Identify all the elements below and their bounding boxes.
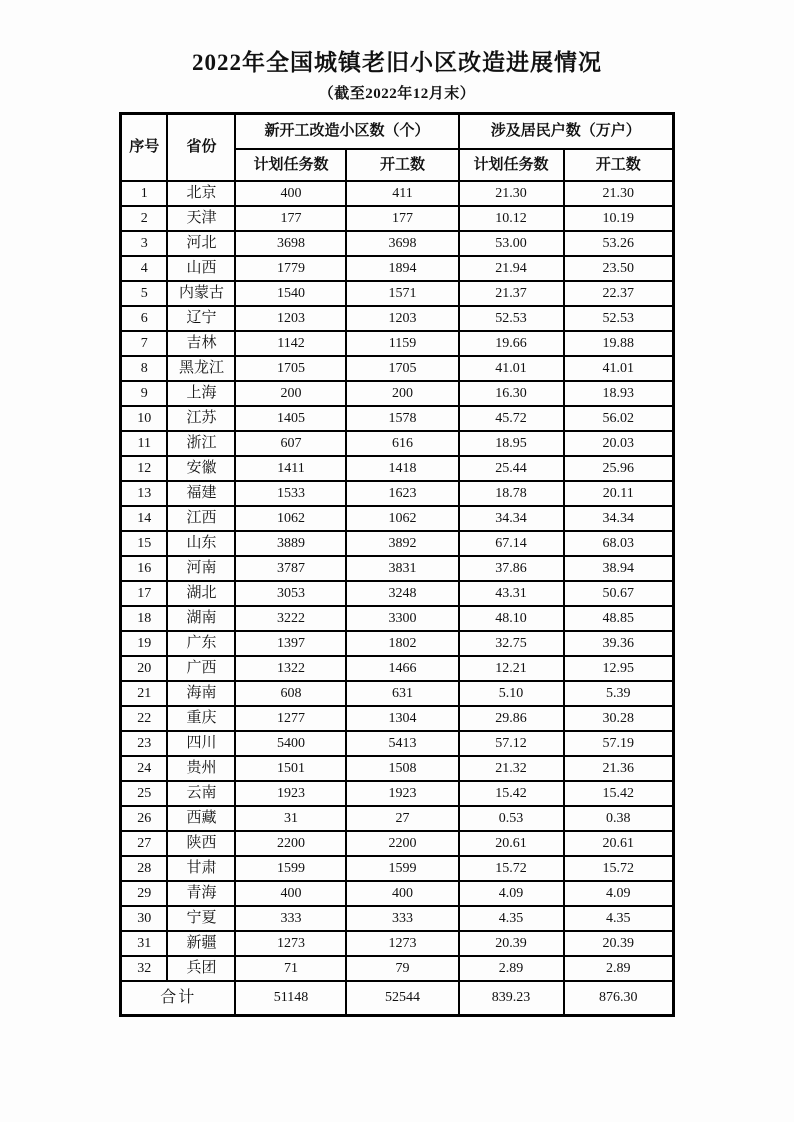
table-row (120, 631, 673, 656)
cell-started-communities: 1705 (346, 356, 458, 381)
cell-serial: 28 (120, 856, 167, 881)
cell-started-households: 4.09 (564, 881, 674, 906)
cell-started-households: 12.95 (564, 656, 674, 681)
cell-planned-communities: 1705 (235, 356, 346, 381)
header-households-group: 涉及居民户数（万户） (459, 114, 674, 150)
total-label: 合计 (120, 981, 235, 1015)
cell-province: 陕西 (167, 831, 235, 856)
cell-province: 甘肃 (167, 856, 235, 881)
cell-serial: 23 (120, 731, 167, 756)
cell-planned-communities: 1062 (235, 506, 346, 531)
table-row (120, 331, 673, 356)
cell-planned-communities: 1599 (235, 856, 346, 881)
cell-province: 上海 (167, 381, 235, 406)
cell-started-communities: 200 (346, 381, 458, 406)
cell-started-communities: 1599 (346, 856, 458, 881)
cell-serial: 18 (120, 606, 167, 631)
cell-started-households: 23.50 (564, 256, 674, 281)
cell-planned-households: 32.75 (459, 631, 564, 656)
cell-serial: 24 (120, 756, 167, 781)
table-row (120, 856, 673, 881)
table-header (120, 114, 673, 182)
cell-province: 四川 (167, 731, 235, 756)
cell-started-households: 0.38 (564, 806, 674, 831)
cell-started-communities: 1508 (346, 756, 458, 781)
cell-started-communities: 3892 (346, 531, 458, 556)
cell-serial: 2 (120, 206, 167, 231)
table-row (120, 531, 673, 556)
table-row (120, 606, 673, 631)
table-row (120, 781, 673, 806)
cell-serial: 4 (120, 256, 167, 281)
table-row (120, 281, 673, 306)
table-row (120, 906, 673, 931)
cell-province: 福建 (167, 481, 235, 506)
header-province: 省份 (167, 114, 235, 182)
cell-started-households: 20.61 (564, 831, 674, 856)
cell-started-communities: 3300 (346, 606, 458, 631)
cell-planned-communities: 333 (235, 906, 346, 931)
cell-planned-households: 16.30 (459, 381, 564, 406)
table-row (120, 881, 673, 906)
cell-started-communities: 2200 (346, 831, 458, 856)
cell-planned-households: 41.01 (459, 356, 564, 381)
cell-planned-communities: 5400 (235, 731, 346, 756)
cell-serial: 19 (120, 631, 167, 656)
cell-started-communities: 1623 (346, 481, 458, 506)
cell-started-communities: 1894 (346, 256, 458, 281)
cell-planned-communities: 400 (235, 881, 346, 906)
table-row (120, 356, 673, 381)
table-row (120, 181, 673, 206)
cell-province: 天津 (167, 206, 235, 231)
cell-planned-households: 21.94 (459, 256, 564, 281)
cell-started-communities: 1923 (346, 781, 458, 806)
cell-started-communities: 1159 (346, 331, 458, 356)
cell-started-households: 50.67 (564, 581, 674, 606)
cell-started-households: 38.94 (564, 556, 674, 581)
cell-started-households: 53.26 (564, 231, 674, 256)
header-planned-households: 计划任务数 (459, 149, 564, 181)
table-row (120, 581, 673, 606)
cell-serial: 26 (120, 806, 167, 831)
cell-province: 黑龙江 (167, 356, 235, 381)
table-row (120, 931, 673, 956)
table-row (120, 306, 673, 331)
cell-started-communities: 1466 (346, 656, 458, 681)
cell-serial: 8 (120, 356, 167, 381)
header-communities-group: 新开工改造小区数（个） (235, 114, 458, 150)
cell-planned-households: 15.72 (459, 856, 564, 881)
cell-province: 贵州 (167, 756, 235, 781)
cell-started-communities: 1304 (346, 706, 458, 731)
cell-serial: 7 (120, 331, 167, 356)
cell-started-communities: 1203 (346, 306, 458, 331)
cell-started-households: 20.11 (564, 481, 674, 506)
cell-serial: 3 (120, 231, 167, 256)
cell-province: 山西 (167, 256, 235, 281)
cell-serial: 22 (120, 706, 167, 731)
cell-started-communities: 3248 (346, 581, 458, 606)
cell-planned-communities: 1923 (235, 781, 346, 806)
cell-serial: 29 (120, 881, 167, 906)
table-row (120, 431, 673, 456)
cell-planned-communities: 1540 (235, 281, 346, 306)
page-title: 2022年全国城镇老旧小区改造进展情况 (192, 50, 602, 75)
cell-planned-communities: 177 (235, 206, 346, 231)
cell-planned-households: 18.95 (459, 431, 564, 456)
cell-province: 广西 (167, 656, 235, 681)
cell-planned-households: 45.72 (459, 406, 564, 431)
cell-started-households: 56.02 (564, 406, 674, 431)
cell-planned-communities: 3889 (235, 531, 346, 556)
cell-province: 海南 (167, 681, 235, 706)
cell-province: 青海 (167, 881, 235, 906)
table-row (120, 256, 673, 281)
total-started-communities: 52544 (346, 981, 458, 1015)
table-body (120, 181, 673, 981)
cell-province: 河北 (167, 231, 235, 256)
cell-started-communities: 400 (346, 881, 458, 906)
cell-planned-households: 15.42 (459, 781, 564, 806)
cell-planned-households: 19.66 (459, 331, 564, 356)
cell-serial: 13 (120, 481, 167, 506)
cell-planned-communities: 31 (235, 806, 346, 831)
cell-province: 辽宁 (167, 306, 235, 331)
renovation-progress-table (119, 112, 675, 1017)
cell-province: 西藏 (167, 806, 235, 831)
cell-started-households: 19.88 (564, 331, 674, 356)
cell-started-households: 20.03 (564, 431, 674, 456)
cell-started-households: 68.03 (564, 531, 674, 556)
cell-province: 云南 (167, 781, 235, 806)
cell-planned-households: 4.09 (459, 881, 564, 906)
cell-planned-communities: 1405 (235, 406, 346, 431)
header-group-row (120, 114, 673, 150)
cell-planned-households: 21.30 (459, 181, 564, 206)
cell-planned-households: 57.12 (459, 731, 564, 756)
cell-started-communities: 333 (346, 906, 458, 931)
cell-province: 安徽 (167, 456, 235, 481)
cell-province: 重庆 (167, 706, 235, 731)
cell-planned-communities: 1779 (235, 256, 346, 281)
cell-province: 吉林 (167, 331, 235, 356)
cell-started-households: 52.53 (564, 306, 674, 331)
cell-started-communities: 79 (346, 956, 458, 981)
cell-started-communities: 27 (346, 806, 458, 831)
cell-serial: 15 (120, 531, 167, 556)
cell-planned-communities: 1273 (235, 931, 346, 956)
cell-planned-households: 52.53 (459, 306, 564, 331)
cell-serial: 5 (120, 281, 167, 306)
table-row (120, 706, 673, 731)
cell-serial: 10 (120, 406, 167, 431)
cell-serial: 9 (120, 381, 167, 406)
cell-started-households: 10.19 (564, 206, 674, 231)
table-row (120, 956, 673, 981)
cell-serial: 14 (120, 506, 167, 531)
cell-started-households: 30.28 (564, 706, 674, 731)
table-row (120, 681, 673, 706)
cell-province: 浙江 (167, 431, 235, 456)
cell-serial: 16 (120, 556, 167, 581)
cell-planned-households: 25.44 (459, 456, 564, 481)
header-started-households: 开工数 (564, 149, 674, 181)
cell-serial: 6 (120, 306, 167, 331)
table-row (120, 406, 673, 431)
cell-planned-households: 37.86 (459, 556, 564, 581)
header-started-communities: 开工数 (346, 149, 458, 181)
cell-started-households: 57.19 (564, 731, 674, 756)
cell-started-communities: 616 (346, 431, 458, 456)
cell-planned-communities: 3222 (235, 606, 346, 631)
cell-started-households: 5.39 (564, 681, 674, 706)
cell-planned-households: 48.10 (459, 606, 564, 631)
cell-serial: 12 (120, 456, 167, 481)
cell-planned-communities: 1277 (235, 706, 346, 731)
total-planned-households: 839.23 (459, 981, 564, 1015)
cell-planned-communities: 1397 (235, 631, 346, 656)
cell-started-households: 20.39 (564, 931, 674, 956)
cell-started-communities: 631 (346, 681, 458, 706)
cell-planned-communities: 1203 (235, 306, 346, 331)
cell-planned-households: 29.86 (459, 706, 564, 731)
cell-started-households: 21.30 (564, 181, 674, 206)
cell-serial: 27 (120, 831, 167, 856)
cell-province: 江西 (167, 506, 235, 531)
cell-planned-communities: 1411 (235, 456, 346, 481)
cell-planned-communities: 2200 (235, 831, 346, 856)
cell-serial: 31 (120, 931, 167, 956)
cell-started-households: 25.96 (564, 456, 674, 481)
cell-started-households: 4.35 (564, 906, 674, 931)
table-row (120, 381, 673, 406)
table-row (120, 481, 673, 506)
cell-started-communities: 1062 (346, 506, 458, 531)
table-row (120, 456, 673, 481)
table-row (120, 831, 673, 856)
cell-serial: 25 (120, 781, 167, 806)
cell-planned-communities: 3698 (235, 231, 346, 256)
cell-planned-households: 0.53 (459, 806, 564, 831)
cell-started-communities: 1571 (346, 281, 458, 306)
cell-province: 内蒙古 (167, 281, 235, 306)
cell-started-households: 15.72 (564, 856, 674, 881)
cell-planned-households: 20.61 (459, 831, 564, 856)
cell-planned-households: 18.78 (459, 481, 564, 506)
cell-started-households: 18.93 (564, 381, 674, 406)
cell-serial: 1 (120, 181, 167, 206)
cell-planned-communities: 400 (235, 181, 346, 206)
cell-serial: 17 (120, 581, 167, 606)
cell-planned-households: 12.21 (459, 656, 564, 681)
cell-planned-communities: 608 (235, 681, 346, 706)
header-planned-communities: 计划任务数 (235, 149, 346, 181)
cell-started-communities: 177 (346, 206, 458, 231)
cell-started-communities: 5413 (346, 731, 458, 756)
cell-planned-households: 34.34 (459, 506, 564, 531)
cell-started-communities: 411 (346, 181, 458, 206)
cell-planned-communities: 3053 (235, 581, 346, 606)
cell-planned-households: 4.35 (459, 906, 564, 931)
total-row (120, 981, 673, 1015)
cell-province: 江苏 (167, 406, 235, 431)
cell-started-households: 39.36 (564, 631, 674, 656)
cell-province: 兵团 (167, 956, 235, 981)
table-row (120, 656, 673, 681)
cell-planned-communities: 1322 (235, 656, 346, 681)
table-row (120, 206, 673, 231)
cell-planned-households: 10.12 (459, 206, 564, 231)
table-row (120, 231, 673, 256)
cell-province: 河南 (167, 556, 235, 581)
table-footer (120, 981, 673, 1015)
table-row (120, 556, 673, 581)
page-subtitle: （截至2022年12月末） (318, 86, 476, 102)
table-row (120, 806, 673, 831)
header-serial: 序号 (120, 114, 167, 182)
cell-planned-communities: 607 (235, 431, 346, 456)
cell-planned-communities: 1142 (235, 331, 346, 356)
cell-planned-households: 5.10 (459, 681, 564, 706)
cell-started-communities: 1802 (346, 631, 458, 656)
cell-planned-communities: 200 (235, 381, 346, 406)
cell-serial: 20 (120, 656, 167, 681)
cell-started-households: 15.42 (564, 781, 674, 806)
cell-planned-households: 67.14 (459, 531, 564, 556)
cell-started-households: 48.85 (564, 606, 674, 631)
table-row (120, 731, 673, 756)
cell-planned-households: 2.89 (459, 956, 564, 981)
table-row (120, 756, 673, 781)
cell-started-households: 21.36 (564, 756, 674, 781)
cell-started-households: 34.34 (564, 506, 674, 531)
cell-started-communities: 3831 (346, 556, 458, 581)
cell-planned-households: 20.39 (459, 931, 564, 956)
cell-province: 湖南 (167, 606, 235, 631)
cell-province: 新疆 (167, 931, 235, 956)
cell-started-households: 41.01 (564, 356, 674, 381)
cell-started-communities: 1578 (346, 406, 458, 431)
cell-planned-communities: 1533 (235, 481, 346, 506)
cell-planned-communities: 3787 (235, 556, 346, 581)
cell-province: 北京 (167, 181, 235, 206)
cell-started-households: 2.89 (564, 956, 674, 981)
cell-province: 宁夏 (167, 906, 235, 931)
cell-started-communities: 1273 (346, 931, 458, 956)
cell-planned-households: 53.00 (459, 231, 564, 256)
cell-planned-communities: 71 (235, 956, 346, 981)
cell-planned-households: 21.37 (459, 281, 564, 306)
cell-started-households: 22.37 (564, 281, 674, 306)
cell-serial: 21 (120, 681, 167, 706)
cell-planned-households: 21.32 (459, 756, 564, 781)
cell-serial: 30 (120, 906, 167, 931)
cell-serial: 32 (120, 956, 167, 981)
cell-province: 广东 (167, 631, 235, 656)
cell-serial: 11 (120, 431, 167, 456)
cell-province: 山东 (167, 531, 235, 556)
cell-province: 湖北 (167, 581, 235, 606)
total-planned-communities: 51148 (235, 981, 346, 1015)
cell-planned-communities: 1501 (235, 756, 346, 781)
total-started-households: 876.30 (564, 981, 674, 1015)
cell-started-communities: 1418 (346, 456, 458, 481)
cell-planned-households: 43.31 (459, 581, 564, 606)
cell-started-communities: 3698 (346, 231, 458, 256)
table-row (120, 506, 673, 531)
